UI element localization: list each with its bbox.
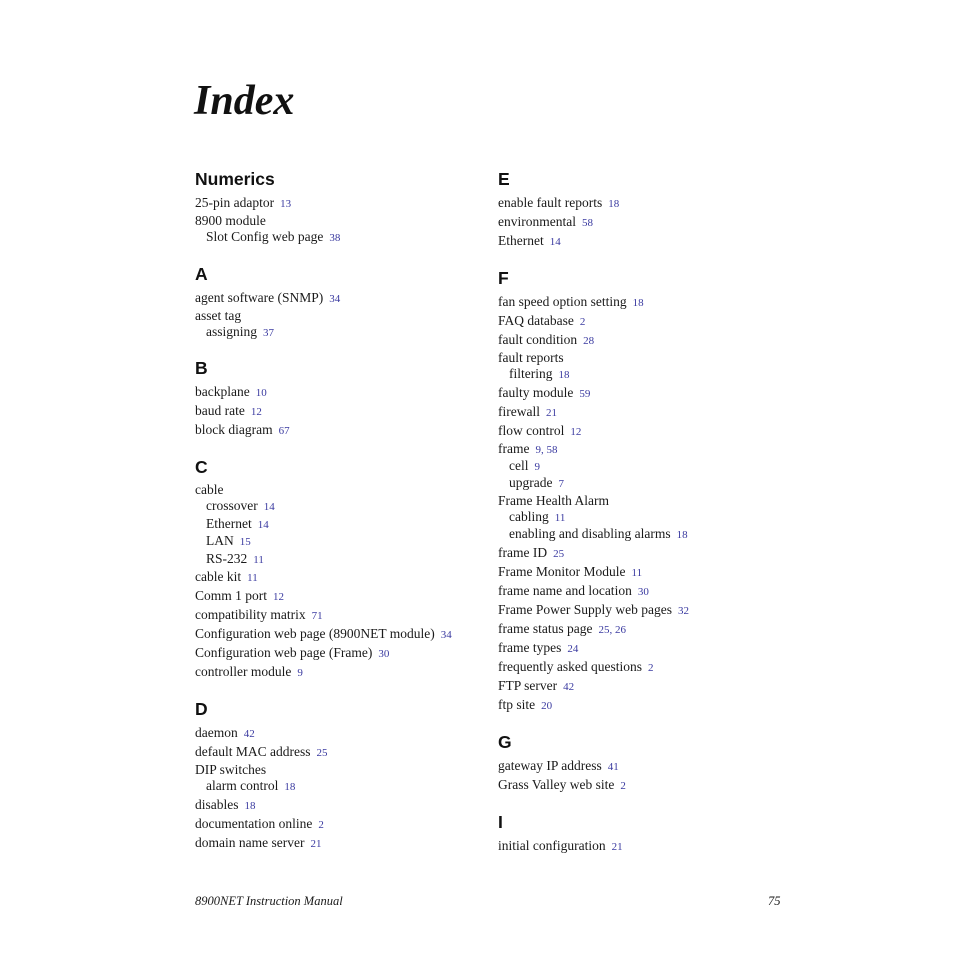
index-entry	[498, 350, 788, 366]
entry-term: documentation online	[195, 815, 313, 831]
index-subentry	[498, 458, 788, 476]
page-reference-link[interactable]: 9, 58	[535, 443, 558, 456]
section-heading: B	[195, 358, 208, 378]
entry-term: block diagram	[195, 422, 273, 437]
index-entry	[195, 796, 485, 815]
index-entry	[498, 493, 788, 509]
index-subentry	[195, 324, 485, 342]
index-entry	[195, 606, 485, 625]
index-column-left	[195, 166, 485, 867]
page-reference-link[interactable]: 18	[284, 781, 296, 793]
index-entry	[498, 639, 788, 658]
page-reference-link[interactable]: 12	[250, 406, 262, 418]
index-subentry	[195, 778, 485, 796]
entry-term: gateway IP address	[498, 757, 602, 773]
page-reference-link[interactable]: 21	[545, 406, 557, 419]
page-reference-link[interactable]: 28	[583, 335, 595, 347]
section-heading: I	[498, 811, 503, 832]
entry-term: Configuration web page (8900NET module)	[195, 626, 435, 641]
page-reference-link[interactable]: 14	[549, 236, 561, 248]
index-entry	[195, 663, 485, 682]
index-entry	[498, 582, 788, 601]
page-reference-link[interactable]: 37	[263, 326, 275, 339]
entry-term: agent software (SNMP)	[195, 289, 324, 305]
index-entry	[195, 482, 485, 498]
index-entry	[195, 383, 485, 402]
index-entry	[195, 625, 485, 644]
page-reference-link[interactable]: 18	[558, 369, 570, 381]
entry-term: daemon	[195, 725, 238, 740]
page-reference-link[interactable]: 2	[318, 818, 324, 831]
index-entry	[498, 601, 788, 620]
entry-term: environmental	[498, 214, 576, 229]
page-reference-link[interactable]: 2	[620, 779, 626, 792]
entry-term: assigning	[206, 323, 258, 339]
page-reference-link[interactable]: 20	[541, 699, 553, 712]
entry-term: FAQ database	[498, 313, 574, 328]
section-heading: E	[498, 169, 510, 189]
page-reference-link[interactable]: 11	[554, 511, 566, 524]
entry-term: fan speed option setting	[498, 294, 627, 309]
entry-term: frame status page	[498, 620, 593, 636]
footer-page-number: 75	[768, 894, 781, 908]
page-reference-link[interactable]: 2	[579, 316, 586, 328]
page-reference-link[interactable]: 14	[263, 501, 275, 513]
page-title: Index	[194, 78, 295, 124]
page-reference-link[interactable]: 2	[647, 661, 654, 674]
index-entry	[498, 403, 788, 422]
section-heading: C	[195, 457, 208, 477]
index-entry	[498, 293, 788, 312]
entry-term: cabling	[509, 508, 549, 524]
entry-term: cable kit	[195, 569, 242, 584]
index-section	[498, 166, 788, 251]
index-entry	[498, 837, 788, 856]
page-reference-link[interactable]: 24	[567, 642, 579, 655]
entry-term: baud rate	[195, 403, 245, 418]
index-section	[195, 696, 485, 853]
index-entry	[195, 815, 485, 834]
page-reference-link[interactable]: 42	[563, 680, 575, 693]
page-reference-link[interactable]: 21	[310, 837, 322, 850]
entry-term: RS-232	[206, 550, 248, 566]
index-entry	[195, 568, 485, 587]
index-entry	[195, 213, 485, 229]
entry-term: frame ID	[498, 544, 548, 560]
index-entry	[498, 213, 788, 232]
index-entry	[498, 384, 788, 403]
entry-term: initial configuration	[498, 837, 606, 853]
page-reference-link[interactable]: 11	[253, 553, 264, 566]
page-reference-link[interactable]: 15	[239, 536, 251, 548]
entry-term: faulty module	[498, 384, 574, 400]
page-reference-link[interactable]: 12	[570, 425, 582, 438]
page-reference-link[interactable]: 41	[607, 760, 619, 773]
index-entry	[498, 194, 788, 213]
page-reference-link[interactable]: 18	[244, 799, 256, 812]
entry-term: domain name server	[195, 834, 305, 850]
index-entry	[498, 232, 788, 251]
entry-term: disables	[195, 796, 239, 812]
entry-term: cable	[195, 482, 224, 497]
entry-term: Configuration web page (Frame)	[195, 645, 373, 660]
page-reference-link[interactable]: 11	[631, 566, 643, 579]
index-entry	[195, 762, 485, 778]
entry-term: upgrade	[509, 475, 553, 490]
index-entry	[498, 620, 788, 639]
index-entry	[195, 402, 485, 421]
entry-term: 25-pin adaptor	[195, 195, 275, 210]
page-reference-link[interactable]: 13	[280, 198, 292, 210]
page-reference-link[interactable]: 42	[243, 728, 255, 740]
page-reference-link[interactable]: 67	[278, 425, 290, 437]
entry-term: DIP switches	[195, 762, 267, 777]
index-subentry	[498, 509, 788, 527]
index-entry	[195, 308, 485, 324]
page-reference-link[interactable]: 30	[637, 585, 649, 598]
entry-term: asset tag	[195, 307, 242, 323]
entry-term: cell	[509, 457, 529, 473]
entry-term: firewall	[498, 403, 540, 419]
page-reference-link[interactable]: 32	[677, 604, 689, 617]
index-subentry	[498, 526, 788, 544]
index-entry	[498, 422, 788, 441]
page-reference-link[interactable]: 71	[311, 610, 323, 622]
index-entry	[498, 441, 788, 458]
index-entry	[498, 563, 788, 582]
index-subentry	[498, 366, 788, 384]
entry-term: Grass Valley web site	[498, 776, 615, 792]
page-reference-link[interactable]: 9	[534, 460, 540, 473]
entry-term: fault condition	[498, 332, 578, 347]
index-entry	[195, 834, 485, 853]
entry-term: Comm 1 port	[195, 588, 268, 603]
entry-term: controller module	[195, 664, 292, 679]
page-reference-link[interactable]: 59	[579, 387, 591, 400]
entry-term: flow control	[498, 422, 565, 438]
index-entry	[195, 587, 485, 606]
index-section	[195, 355, 485, 440]
index-section	[195, 261, 485, 342]
page-reference-link[interactable]: 7	[558, 478, 564, 490]
page-reference-link[interactable]: 10	[255, 387, 267, 399]
page-reference-link[interactable]: 12	[273, 591, 285, 603]
entry-term: Frame Health Alarm	[498, 492, 609, 508]
section-heading: F	[498, 268, 509, 288]
page-reference-link[interactable]: 58	[581, 217, 593, 229]
index-entry	[498, 544, 788, 563]
index-section	[195, 454, 485, 682]
entry-term: crossover	[206, 498, 258, 513]
index-entry	[498, 677, 788, 696]
entry-term: FTP server	[498, 677, 558, 693]
page-reference-link[interactable]: 18	[608, 198, 620, 210]
entry-term: alarm control	[206, 778, 279, 793]
index-entry	[498, 696, 788, 715]
entry-term: frame name and location	[498, 582, 632, 598]
page-reference-link[interactable]: 11	[247, 572, 258, 584]
entry-term: default MAC address	[195, 744, 311, 759]
page-reference-link[interactable]: 21	[611, 840, 623, 853]
entry-term: Frame Power Supply web pages	[498, 601, 672, 617]
entry-term: frequently asked questions	[498, 658, 642, 674]
index-subentry	[195, 533, 485, 551]
entry-term: fault reports	[498, 350, 564, 365]
index-subentry	[195, 498, 485, 516]
entry-term: 8900 module	[195, 213, 266, 228]
entry-term: LAN	[206, 533, 234, 548]
section-heading: A	[195, 263, 208, 284]
entry-term: enabling and disabling alarms	[509, 526, 671, 541]
section-heading: D	[195, 699, 208, 719]
index-subentry	[195, 516, 485, 534]
index-entry	[498, 776, 788, 795]
index-entry	[498, 331, 788, 350]
index-section	[498, 729, 788, 795]
section-heading: Numerics	[195, 169, 275, 189]
index-subentry	[498, 475, 788, 493]
index-entry	[498, 312, 788, 331]
entry-term: Frame Monitor Module	[498, 563, 626, 579]
page-reference-link[interactable]: 34	[440, 629, 452, 641]
entry-term: Ethernet	[498, 233, 544, 248]
page-reference-link[interactable]: 14	[257, 518, 269, 531]
index-entry	[195, 644, 485, 663]
index-entry	[498, 757, 788, 776]
entry-term: Ethernet	[206, 515, 252, 531]
entry-term: backplane	[195, 384, 250, 399]
index-entry	[195, 743, 485, 762]
entry-term: enable fault reports	[498, 195, 603, 210]
entry-term: ftp site	[498, 696, 536, 712]
entry-term: frame types	[498, 639, 562, 655]
index-column-right	[498, 166, 788, 870]
page-reference-link[interactable]: 25, 26	[598, 623, 626, 636]
index-section	[498, 265, 788, 715]
index-entry	[195, 289, 485, 308]
page-reference-link[interactable]: 30	[378, 648, 390, 660]
entry-term: filtering	[509, 366, 553, 381]
entry-term: compatibility matrix	[195, 607, 306, 622]
index-section	[498, 809, 788, 856]
entry-term: Slot Config web page	[206, 229, 324, 244]
index-entry	[195, 421, 485, 440]
footer-manual-title: 8900NET Instruction Manual	[195, 894, 343, 908]
page-reference-link[interactable]: 18	[676, 529, 688, 541]
page-reference-link[interactable]: 18	[632, 297, 644, 309]
page-reference-link[interactable]: 38	[329, 232, 341, 244]
index-entry	[195, 194, 485, 213]
page-reference-link[interactable]: 34	[329, 292, 341, 305]
index-subentry	[195, 229, 485, 247]
index-entry	[195, 724, 485, 743]
page-reference-link[interactable]: 9	[297, 667, 303, 679]
entry-term: frame	[498, 440, 530, 456]
index-subentry	[195, 551, 485, 569]
index-entry	[498, 658, 788, 677]
index-section	[195, 166, 485, 247]
page-reference-link[interactable]: 25	[316, 747, 328, 759]
page-reference-link[interactable]: 25	[553, 547, 565, 560]
section-heading: G	[498, 731, 512, 752]
